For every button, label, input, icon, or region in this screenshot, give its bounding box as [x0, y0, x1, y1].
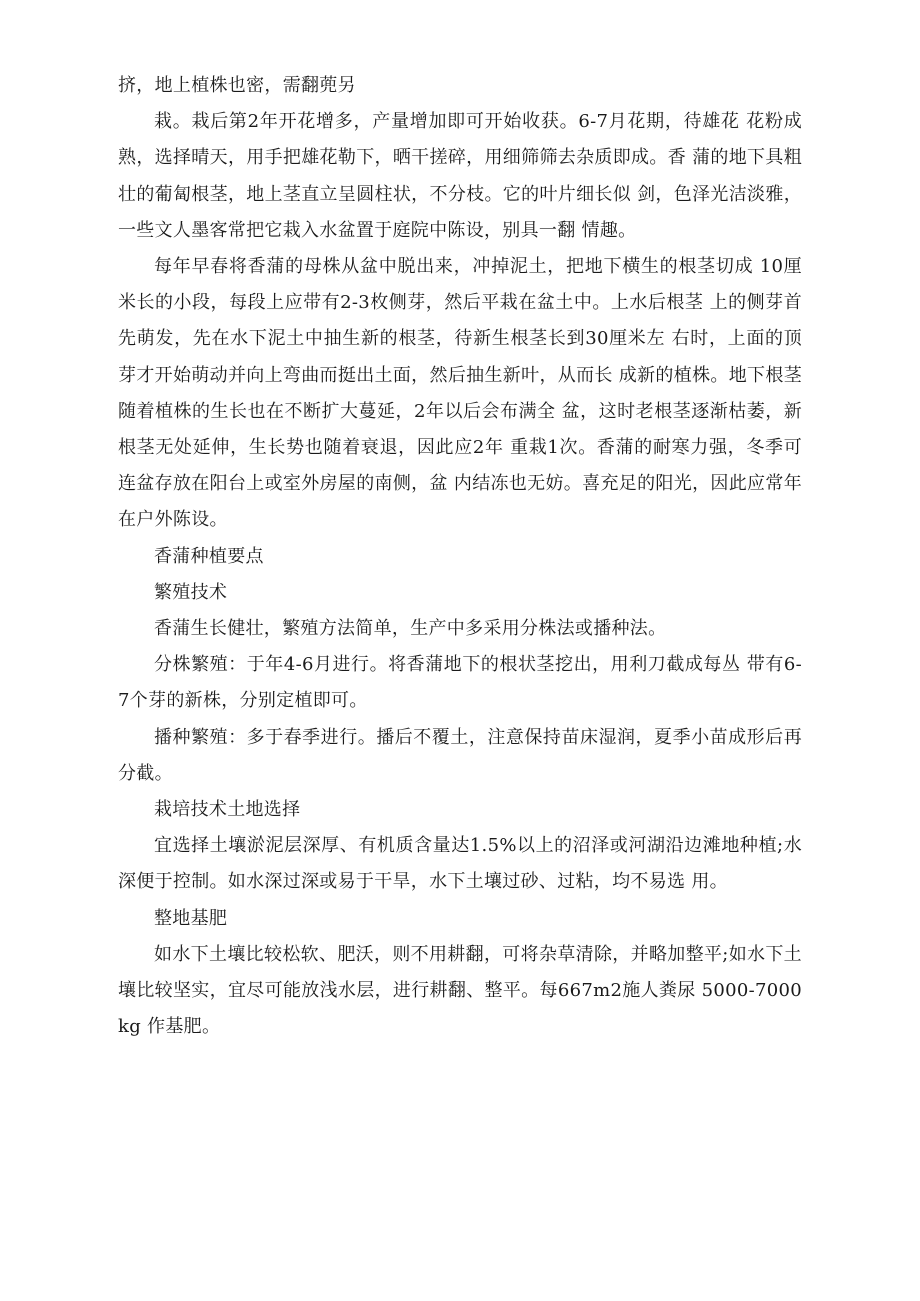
- heading-planting-points: 香蒲种植要点: [154, 545, 264, 567]
- paragraph-seed-propagation: 播种繁殖：多于春季进行。播后不覆土，注意保持苗床湿润，夏季小苗成形后再分截。: [118, 726, 802, 784]
- paragraph-continuation: 挤，地上植株也密，需翻蔸另: [118, 75, 356, 96]
- paragraph-land-selection: 宜选择土壤淤泥层深厚、有机质含量达1.5%以上的沼泽或河湖沿边滩地种植;水深便于控制。如水深过深或易于干旱，水下土壤过砂、过粘，均不易选 用。: [118, 835, 802, 893]
- paragraph-division-propagation: 分株繁殖：于年4-6月进行。将香蒲地下的根状茎挖出，用利刀截成每丛 带有6-7个芽的新株，分别定植即可。: [118, 654, 802, 712]
- document-body: [118, 68, 802, 1045]
- paragraph-propagation-intro: 香蒲生长健壮，繁殖方法简单，生产中多采用分株法或播种法。: [154, 618, 667, 640]
- heading-land-selection: 栽培技术土地选择: [154, 799, 301, 821]
- paragraph-flowering-harvest: 栽。栽后第2年开花增多，产量增加即可开始收获。6-7月花期，待雄花 花粉成熟，选择晴天，用手把雄花勒下，晒干搓碎，用细筛筛去杂质即成。香 蒲的地下具粗壮的葡匐根茎，地上茎直立呈圆柱状，不分枝。它的叶片细长似 剑，色泽光洁淡雅，一些文人墨客常把它栽入水盆置于庭院中陈设，别具一翻 情趣。: [118, 111, 802, 241]
- heading-propagation: 繁殖技术: [154, 581, 228, 603]
- heading-soil-fertilizer: 整地基肥: [154, 907, 228, 929]
- paragraph-spring-division: 每年早春将香蒲的母株从盆中脱出来，冲掉泥土，把地下横生的根茎切成 10厘米长的小段，每段上应带有2-3枚侧芽，然后平栽在盆土中。上水后根茎 上的侧芽首先萌发，先在水下泥土中抽生新的根茎，待新生根茎长到30厘米左 右时，上面的顶芽才开始萌动并向上弯曲而挺出土面，然后抽生新叶，从而长 成新的植株。地下根茎随着植株的生长也在不断扩大蔓延，2年以后会布满全 盆，这时老根茎逐渐枯萎，新根茎无处延伸，生长势也随着衰退，因此应2年 重栽1次。香蒲的耐寒力强，冬季可连盆存放在阳台上或室外房屋的南侧，盆 内结冻也无妨。喜充足的阳光，因此应常年在户外陈设。: [118, 256, 802, 531]
- paragraph-soil-fertilizer: 如水下土壤比较松软、肥沃，则不用耕翻，可将杂草清除，并略加整平;如水下土壤比较坚实，宜尽可能放浅水层，进行耕翻、整平。每667m2施人粪尿 5000-7000kg 作基肥。: [118, 943, 802, 1038]
